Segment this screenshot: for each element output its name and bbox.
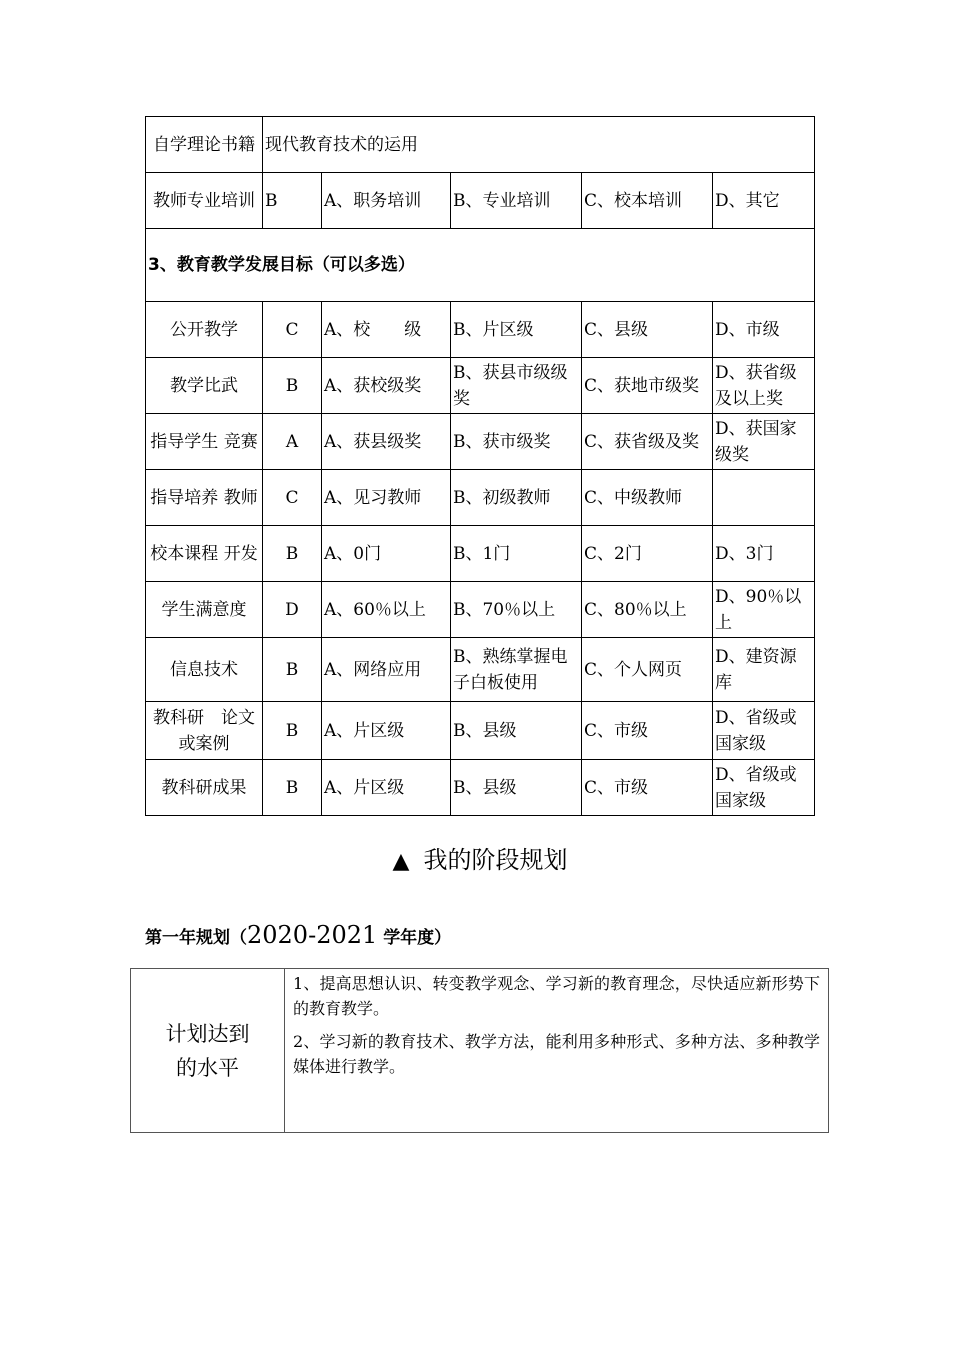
goals-table: [145, 116, 815, 816]
goal-choice: A: [263, 414, 322, 470]
option-d: D、获省级及以上奖: [713, 358, 815, 414]
goal-choice: C: [263, 470, 322, 526]
option-a: A、网络应用: [322, 638, 451, 702]
option-c: C、个人网页: [582, 638, 713, 702]
table-row: [146, 173, 815, 229]
row-choice: B: [263, 173, 322, 229]
goal-choice: B: [263, 526, 322, 582]
option-c: C、获省级及奖: [582, 414, 713, 470]
goal-choice: C: [263, 302, 322, 358]
goal-label: 指导学生 竞赛: [146, 414, 263, 470]
option-b: B、70％以上: [451, 582, 582, 638]
heading-text: 我的阶段规划: [423, 846, 568, 874]
table-row: [131, 969, 829, 1133]
goal-label: 教学比武: [146, 358, 263, 414]
option-c: C、2门: [582, 526, 713, 582]
year-range: 2020-2021: [247, 921, 378, 949]
goal-label: 公开教学: [146, 302, 263, 358]
option-a: A、获县级奖: [322, 414, 451, 470]
table-row: [146, 358, 815, 414]
option-c: C、中级教师: [582, 470, 713, 526]
option-d: D、省级或国家级: [713, 760, 815, 816]
table-row: [146, 702, 815, 760]
option-d: D、3门: [713, 526, 815, 582]
option-b: B、县级: [451, 702, 582, 760]
table-row: [146, 582, 815, 638]
plan-content: [285, 969, 829, 1133]
table-row: [146, 470, 815, 526]
plan-table: [130, 968, 829, 1133]
option-a: A、职务培训: [322, 173, 451, 229]
table-row: [146, 526, 815, 582]
row-value: 现代教育技术的运用: [263, 117, 815, 173]
table-row: [146, 414, 815, 470]
table-row: [146, 760, 815, 816]
option-b: B、县级: [451, 760, 582, 816]
plan-label: [131, 969, 285, 1133]
option-a: A、片区级: [322, 760, 451, 816]
year-title-suffix: 学年度）: [383, 928, 452, 948]
row-label: 教师专业培训: [146, 173, 263, 229]
section-row: [146, 229, 815, 302]
table-row: [146, 302, 815, 358]
option-d: D、市级: [713, 302, 815, 358]
option-b: B、1门: [451, 526, 582, 582]
option-c: C、80％以上: [582, 582, 713, 638]
option-c: C、获地市级奖: [582, 358, 713, 414]
option-a: A、获校级奖: [322, 358, 451, 414]
table-row: [146, 638, 815, 702]
option-d: D、90％以上: [713, 582, 815, 638]
option-d: D、获国家级奖: [713, 414, 815, 470]
goal-label: 信息技术: [146, 638, 263, 702]
goal-label: 校本课程 开发: [146, 526, 263, 582]
goal-label: 学生满意度: [146, 582, 263, 638]
goal-choice: D: [263, 582, 322, 638]
goal-choice: B: [263, 760, 322, 816]
option-b: B、获县市级级奖: [451, 358, 582, 414]
goal-choice: B: [263, 638, 322, 702]
table-row: [146, 117, 815, 173]
option-a: A、片区级: [322, 702, 451, 760]
option-a: A、0门: [322, 526, 451, 582]
year-title-prefix: 第一年规划（: [145, 928, 247, 948]
option-a: A、60％以上: [322, 582, 451, 638]
goal-choice: B: [263, 358, 322, 414]
triangle-icon: ▲: [392, 849, 410, 874]
year-plan-title: [145, 918, 451, 955]
plan-label-text: 计划达到的水平: [165, 1021, 250, 1080]
option-b: B、专业培训: [451, 173, 582, 229]
goal-label: 指导培养 教师: [146, 470, 263, 526]
option-c: C、校本培训: [582, 173, 713, 229]
option-d: D、建资源库: [713, 638, 815, 702]
page-heading: [0, 840, 960, 882]
option-a: A、见习教师: [322, 470, 451, 526]
option-d: D、省级或国家级: [713, 702, 815, 760]
option-b: B、片区级: [451, 302, 582, 358]
option-d: [713, 470, 815, 526]
row-label: 自学理论书籍: [146, 117, 263, 173]
plan-item: 1、提高思想认识、转变教学观念、学习新的教育理念，尽快适应新形势下的教育教学。: [293, 974, 820, 1018]
section-title: 3、教育教学发展目标（可以多选）: [146, 229, 815, 302]
option-b: B、获市级奖: [451, 414, 582, 470]
option-c: C、市级: [582, 760, 713, 816]
goal-label: 教科研 论文或案例: [146, 702, 263, 760]
goal-choice: B: [263, 702, 322, 760]
option-c: C、县级: [582, 302, 713, 358]
option-a: A、校 级: [322, 302, 451, 358]
goal-label: 教科研成果: [146, 760, 263, 816]
option-c: C、市级: [582, 702, 713, 760]
plan-item: 2、学习新的教育技术、教学方法，能利用多种形式、多种方法、多种教学媒体进行教学。: [293, 1032, 820, 1076]
option-d: D、其它: [713, 173, 815, 229]
option-b: B、初级教师: [451, 470, 582, 526]
option-b: B、熟练掌握电子白板使用: [451, 638, 582, 702]
